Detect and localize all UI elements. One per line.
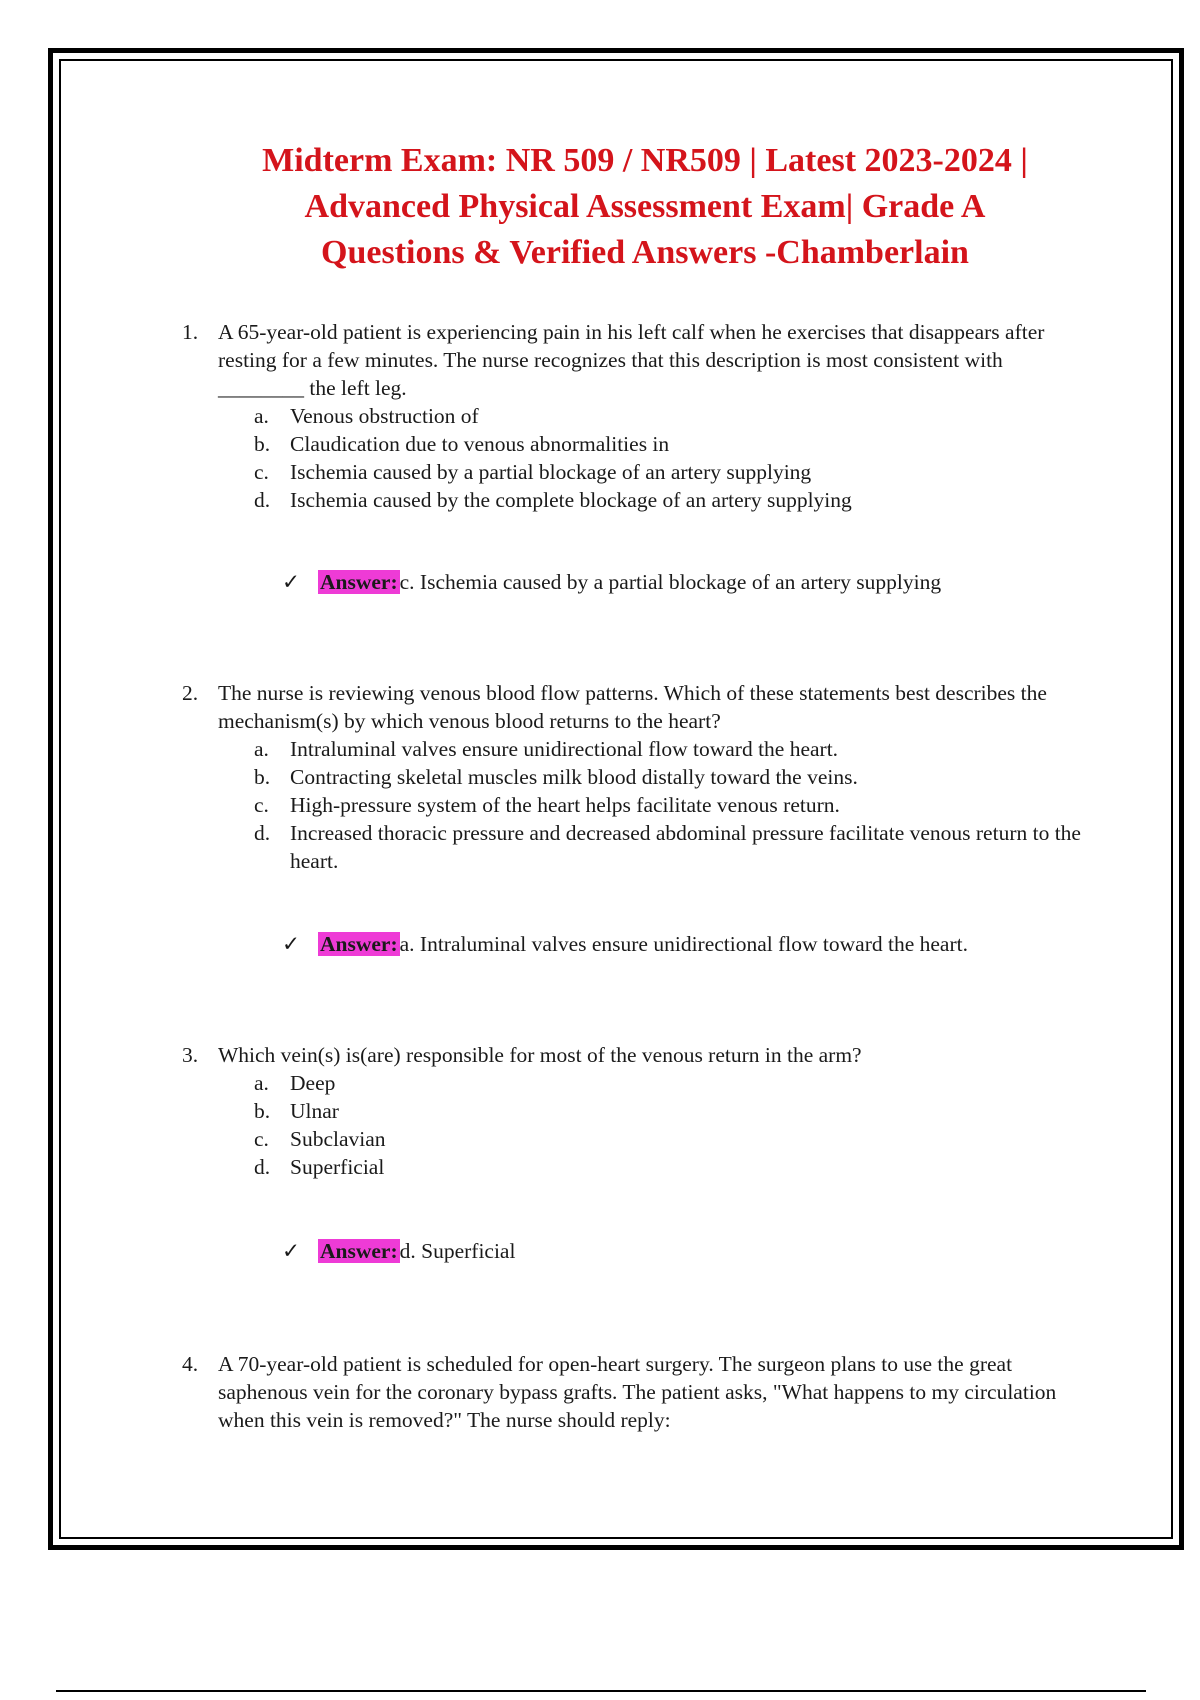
answer-label: Answer: <box>320 932 398 956</box>
option-letter: d. <box>254 821 271 845</box>
option-text: Claudication due to venous abnormalities in <box>290 432 670 456</box>
option-b <box>254 430 1082 458</box>
option-list <box>182 1069 1082 1181</box>
option-letter: b. <box>254 765 271 789</box>
option-b <box>254 763 1082 791</box>
question-stem <box>182 318 1082 402</box>
option-letter: a. <box>254 404 269 428</box>
question-stem <box>182 679 1082 735</box>
answer-1 <box>282 568 941 596</box>
title-line: Midterm Exam: NR 509 / NR509 | Latest 2023-2024 | <box>262 142 1028 179</box>
option-text: Deep <box>290 1071 336 1095</box>
option-letter: b. <box>254 1099 271 1123</box>
question-number: 2. <box>182 681 199 705</box>
option-letter: c. <box>254 460 269 484</box>
question-2 <box>182 679 1082 875</box>
option-text: Superficial <box>290 1155 385 1179</box>
option-text: Ischemia caused by the complete blockage of an artery supplying <box>290 488 852 512</box>
option-letter: a. <box>254 1071 269 1095</box>
option-text: High-pressure system of the heart helps facilitate venous return. <box>290 793 840 817</box>
question-text: A 65-year-old patient is experiencing pain in his left calf when he exercises that disappears after resting for a few minutes. The nurse recognizes that this description is most consistent with ________ the left leg. <box>218 320 1045 400</box>
answer-text: a. Intraluminal valves ensure unidirectional flow toward the heart. <box>399 932 968 956</box>
question-number: 3. <box>182 1043 199 1067</box>
checkmark-icon: ✓ <box>282 932 301 956</box>
answer-3 <box>282 1237 515 1265</box>
answer-text: d. Superficial <box>399 1239 516 1263</box>
option-d <box>254 486 1082 514</box>
checkmark-icon: ✓ <box>282 570 301 594</box>
option-text: Venous obstruction of <box>290 404 479 428</box>
option-text: Increased thoracic pressure and decreased abdominal pressure facilitate venous return to the heart. <box>290 821 1081 873</box>
option-d <box>254 1153 1082 1181</box>
option-text: Contracting skeletal muscles milk blood distally toward the veins. <box>290 765 858 789</box>
checkmark-icon: ✓ <box>282 1239 301 1263</box>
option-list <box>182 402 1082 514</box>
title-line: Questions & Verified Answers -Chamberlain <box>321 234 969 271</box>
option-letter: c. <box>254 1127 269 1151</box>
option-letter: d. <box>254 1155 271 1179</box>
option-c <box>254 458 1082 486</box>
option-letter: b. <box>254 432 271 456</box>
question-stem <box>182 1350 1082 1434</box>
option-c <box>254 791 1082 819</box>
question-number: 1. <box>182 320 199 344</box>
question-number: 4. <box>182 1352 199 1376</box>
question-1 <box>182 318 1082 514</box>
option-text: Ischemia caused by a partial blockage of an artery supplying <box>290 460 812 484</box>
option-text: Ulnar <box>290 1099 339 1123</box>
option-a <box>254 402 1082 430</box>
option-text: Intraluminal valves ensure unidirectional flow toward the heart. <box>290 737 839 761</box>
option-a <box>254 735 1082 763</box>
answer-label: Answer: <box>320 570 398 594</box>
option-text: Subclavian <box>290 1127 386 1151</box>
option-letter: d. <box>254 488 271 512</box>
question-3 <box>182 1041 1082 1181</box>
document-title <box>160 138 1130 276</box>
answer-2 <box>282 930 968 958</box>
answer-text: c. Ischemia caused by a partial blockage of an artery supplying <box>399 570 942 594</box>
option-b <box>254 1097 1082 1125</box>
option-c <box>254 1125 1082 1153</box>
question-4 <box>182 1350 1082 1434</box>
question-text: Which vein(s) is(are) responsible for most of the venous return in the arm? <box>218 1043 862 1067</box>
title-line: Advanced Physical Assessment Exam| Grade A <box>304 188 986 225</box>
question-text: A 70-year-old patient is scheduled for open-heart surgery. The surgeon plans to use the great saphenous vein for the coronary bypass grafts. The patient asks, "What happens to my circulation when this vein is removed?" The nurse should reply: <box>218 1352 1057 1432</box>
option-letter: a. <box>254 737 269 761</box>
answer-label: Answer: <box>320 1239 398 1263</box>
question-text: The nurse is reviewing venous blood flow patterns. Which of these statements best describes the mechanism(s) by which venous blood returns to the heart? <box>218 681 1047 733</box>
page-bottom-rule <box>56 1690 1146 1692</box>
option-list <box>182 735 1082 875</box>
option-letter: c. <box>254 793 269 817</box>
option-a <box>254 1069 1082 1097</box>
question-stem <box>182 1041 1082 1069</box>
option-d <box>254 819 1082 875</box>
